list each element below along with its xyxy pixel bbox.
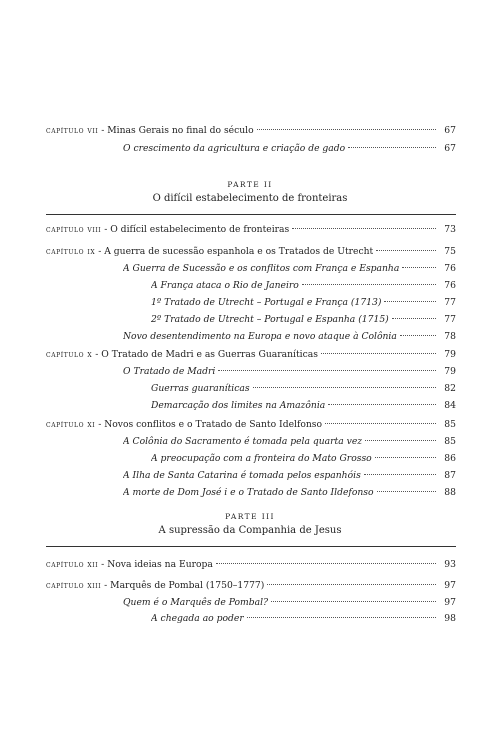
subsection-title: A chegada ao poder [151, 613, 244, 624]
chapter-title: Minas Gerais no final do século [107, 125, 254, 136]
chapter-label: capítulo xi [46, 420, 96, 430]
toc-chapter-entry [46, 579, 456, 593]
chapter-label: capítulo x [46, 350, 93, 360]
dot-leader [267, 584, 436, 585]
page-number: 78 [444, 331, 456, 342]
page-number: 77 [444, 297, 456, 308]
page-number: 67 [444, 125, 456, 136]
page-number: 79 [444, 366, 456, 377]
section-rule [46, 214, 456, 215]
section-title: A morte de Dom José i e o Tratado de Santo Ildefonso [123, 487, 374, 498]
chapter-title: Marquês de Pombal (1750–1777) [110, 580, 265, 591]
page-number: 73 [444, 224, 456, 235]
dot-leader [375, 457, 436, 458]
section-title: O crescimento da agricultura e criação de gado [123, 143, 346, 154]
page-number: 86 [444, 453, 456, 464]
dot-leader [402, 267, 436, 268]
toc-subsection-entry [151, 313, 456, 327]
dot-leader [377, 491, 436, 492]
chapter-title: Nova ideias na Europa [107, 559, 213, 570]
toc-chapter-entry [46, 223, 456, 237]
page-number: 79 [444, 349, 456, 360]
page-number: 93 [444, 559, 456, 570]
chapter-title: A guerra de sucessão espanhola e os Tratados de Utrecht [104, 246, 374, 257]
dot-leader [365, 440, 436, 441]
chapter-label: capítulo viii [46, 225, 102, 235]
chapter-title: O difícil estabelecimento de fronteiras [110, 224, 290, 235]
section-title: A Guerra de Sucessão e os conflitos com França e Espanha [123, 263, 400, 274]
dot-leader [302, 284, 436, 285]
toc-section-entry [123, 262, 456, 276]
separator: - [95, 246, 105, 257]
toc-section-entry [123, 365, 456, 379]
dot-leader [328, 404, 436, 405]
section-rule [46, 546, 456, 547]
subsection-title: Guerras guaraníticas [151, 383, 250, 394]
separator: - [101, 580, 111, 591]
separator: - [98, 559, 108, 570]
chapter-label: capítulo xii [46, 560, 99, 570]
page-number: 85 [444, 419, 456, 430]
part-label: PARTE II [227, 180, 273, 189]
dot-leader [348, 147, 436, 148]
dot-leader [218, 370, 436, 371]
toc-subsection-entry [151, 296, 456, 310]
page-number: 97 [444, 597, 456, 608]
part-title: O difícil estabelecimento de fronteiras [152, 193, 348, 204]
toc-subsection-entry [151, 279, 456, 293]
section-title: Novo desentendimento na Europa e novo ataque à Colônia [123, 331, 397, 342]
chapter-label: capítulo vii [46, 126, 99, 136]
subsection-title: A França ataca o Rio de Janeiro [151, 280, 299, 291]
toc-chapter-entry [46, 124, 456, 138]
page-number: 67 [444, 143, 456, 154]
dot-leader [392, 318, 436, 319]
toc-chapter-entry [46, 348, 456, 362]
dot-leader [253, 387, 436, 388]
toc-section-entry [123, 435, 456, 449]
page-number: 82 [444, 383, 456, 394]
dot-leader [292, 228, 436, 229]
toc-chapter-entry [46, 418, 456, 432]
dot-leader [216, 563, 436, 564]
section-title: O Tratado de Madri [123, 366, 216, 377]
toc-chapter-entry [46, 558, 456, 572]
dot-leader [400, 335, 436, 336]
toc-chapter-entry [46, 245, 456, 259]
page-number: 76 [444, 263, 456, 274]
toc-section-entry [123, 486, 456, 500]
section-title: A Ilha de Santa Catarina é tomada pelos espanhóis [123, 470, 361, 481]
separator: - [98, 125, 108, 136]
separator: - [92, 349, 102, 360]
subsection-title: 1º Tratado de Utrecht – Portugal e França (1713) [151, 297, 382, 308]
dot-leader [325, 423, 436, 424]
page-number: 98 [444, 613, 456, 624]
part-title: A supressão da Companhia de Jesus [158, 525, 342, 536]
toc-section-entry [123, 330, 456, 344]
chapter-title: Novos conflitos e o Tratado de Santo Idelfonso [104, 419, 323, 430]
subsection-title: 2º Tratado de Utrecht – Portugal e Espanha (1715) [151, 314, 389, 325]
separator: - [101, 224, 111, 235]
page-number: 76 [444, 280, 456, 291]
dot-leader [376, 250, 436, 251]
page-number: 97 [444, 580, 456, 591]
section-title: Quem é o Marquês de Pombal? [123, 597, 268, 608]
toc-section-entry [123, 596, 456, 610]
page-number: 77 [444, 314, 456, 325]
toc-subsection-entry [151, 452, 456, 466]
toc-subsection-entry [151, 399, 456, 413]
dot-leader [247, 617, 436, 618]
part-label: PARTE III [225, 512, 275, 521]
page-number: 87 [444, 470, 456, 481]
page-number: 85 [444, 436, 456, 447]
page-number: 75 [444, 246, 456, 257]
dot-leader [384, 301, 436, 302]
subsection-title: Demarcação dos limites na Amazônia [151, 400, 326, 411]
section-title: A Colônia do Sacramento é tomada pela quarta vez [123, 436, 363, 447]
dot-leader [271, 601, 436, 602]
subsection-title: A preocupação com a fronteira do Mato Grosso [151, 453, 372, 464]
chapter-label: capítulo ix [46, 247, 96, 257]
page-number: 84 [444, 400, 456, 411]
chapter-title: O Tratado de Madri e as Guerras Guaraníticas [101, 349, 318, 360]
separator: - [95, 419, 105, 430]
toc-subsection-entry [151, 612, 456, 626]
toc-section-entry [123, 142, 456, 156]
toc-section-entry [123, 469, 456, 483]
toc-subsection-entry [151, 382, 456, 396]
page-number: 88 [444, 487, 456, 498]
dot-leader [257, 129, 436, 130]
dot-leader [321, 353, 436, 354]
chapter-label: capítulo xiii [46, 581, 102, 591]
dot-leader [364, 474, 436, 475]
